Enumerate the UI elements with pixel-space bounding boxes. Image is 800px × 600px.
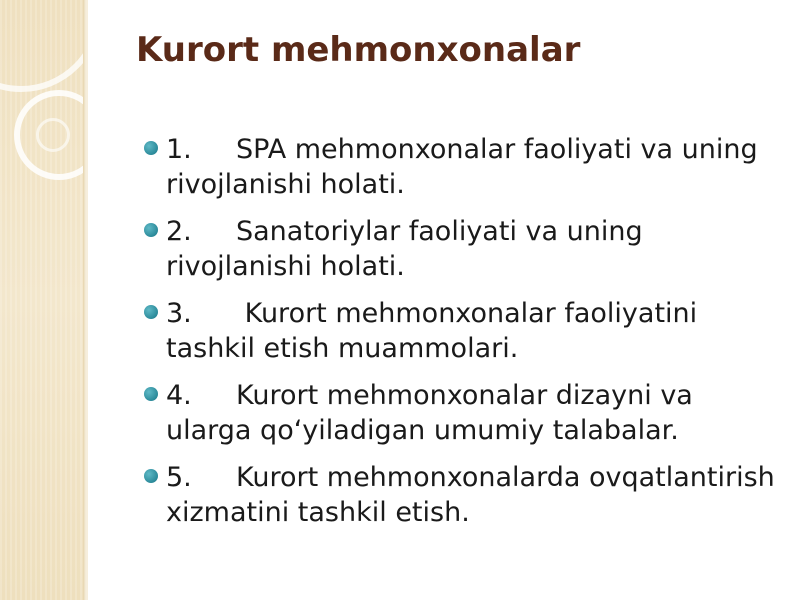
item-text: Sanatoriylar faoliyati va uning rivojlanishi holati. <box>166 216 643 282</box>
item-text: SPA mehmonxonalar faoliyati va uning rivojlanishi holati. <box>166 134 758 200</box>
item-number: 1. <box>166 134 192 165</box>
item-number: 3. <box>166 298 192 329</box>
item-text: Kurort mehmonxonalar dizayni va ularga qo‘yiladigan umumiy talabalar. <box>166 380 693 446</box>
item-number: 2. <box>166 216 192 247</box>
list-item <box>140 214 780 284</box>
decorative-circle-large <box>0 0 88 92</box>
list-item <box>140 378 780 448</box>
item-text: Kurort mehmonxonalar faoliyatini tashkil etish muammolari. <box>166 298 698 364</box>
bullet-list <box>140 132 780 542</box>
decorative-circle-small <box>36 118 70 152</box>
item-text: Kurort mehmonxonalarda ovqatlantirish xizmatini tashkil etish. <box>166 462 775 528</box>
item-number: 5. <box>166 462 192 493</box>
bullet-icon <box>144 223 158 237</box>
bullet-icon <box>144 469 158 483</box>
slide-title: Kurort mehmonxonalar <box>136 30 581 70</box>
bullet-icon <box>144 141 158 155</box>
list-item <box>140 296 780 366</box>
list-item <box>140 132 780 202</box>
item-number: 4. <box>166 380 192 411</box>
decorative-side-panel <box>0 0 88 600</box>
list-item <box>140 460 780 530</box>
bullet-icon <box>144 305 158 319</box>
bullet-icon <box>144 387 158 401</box>
